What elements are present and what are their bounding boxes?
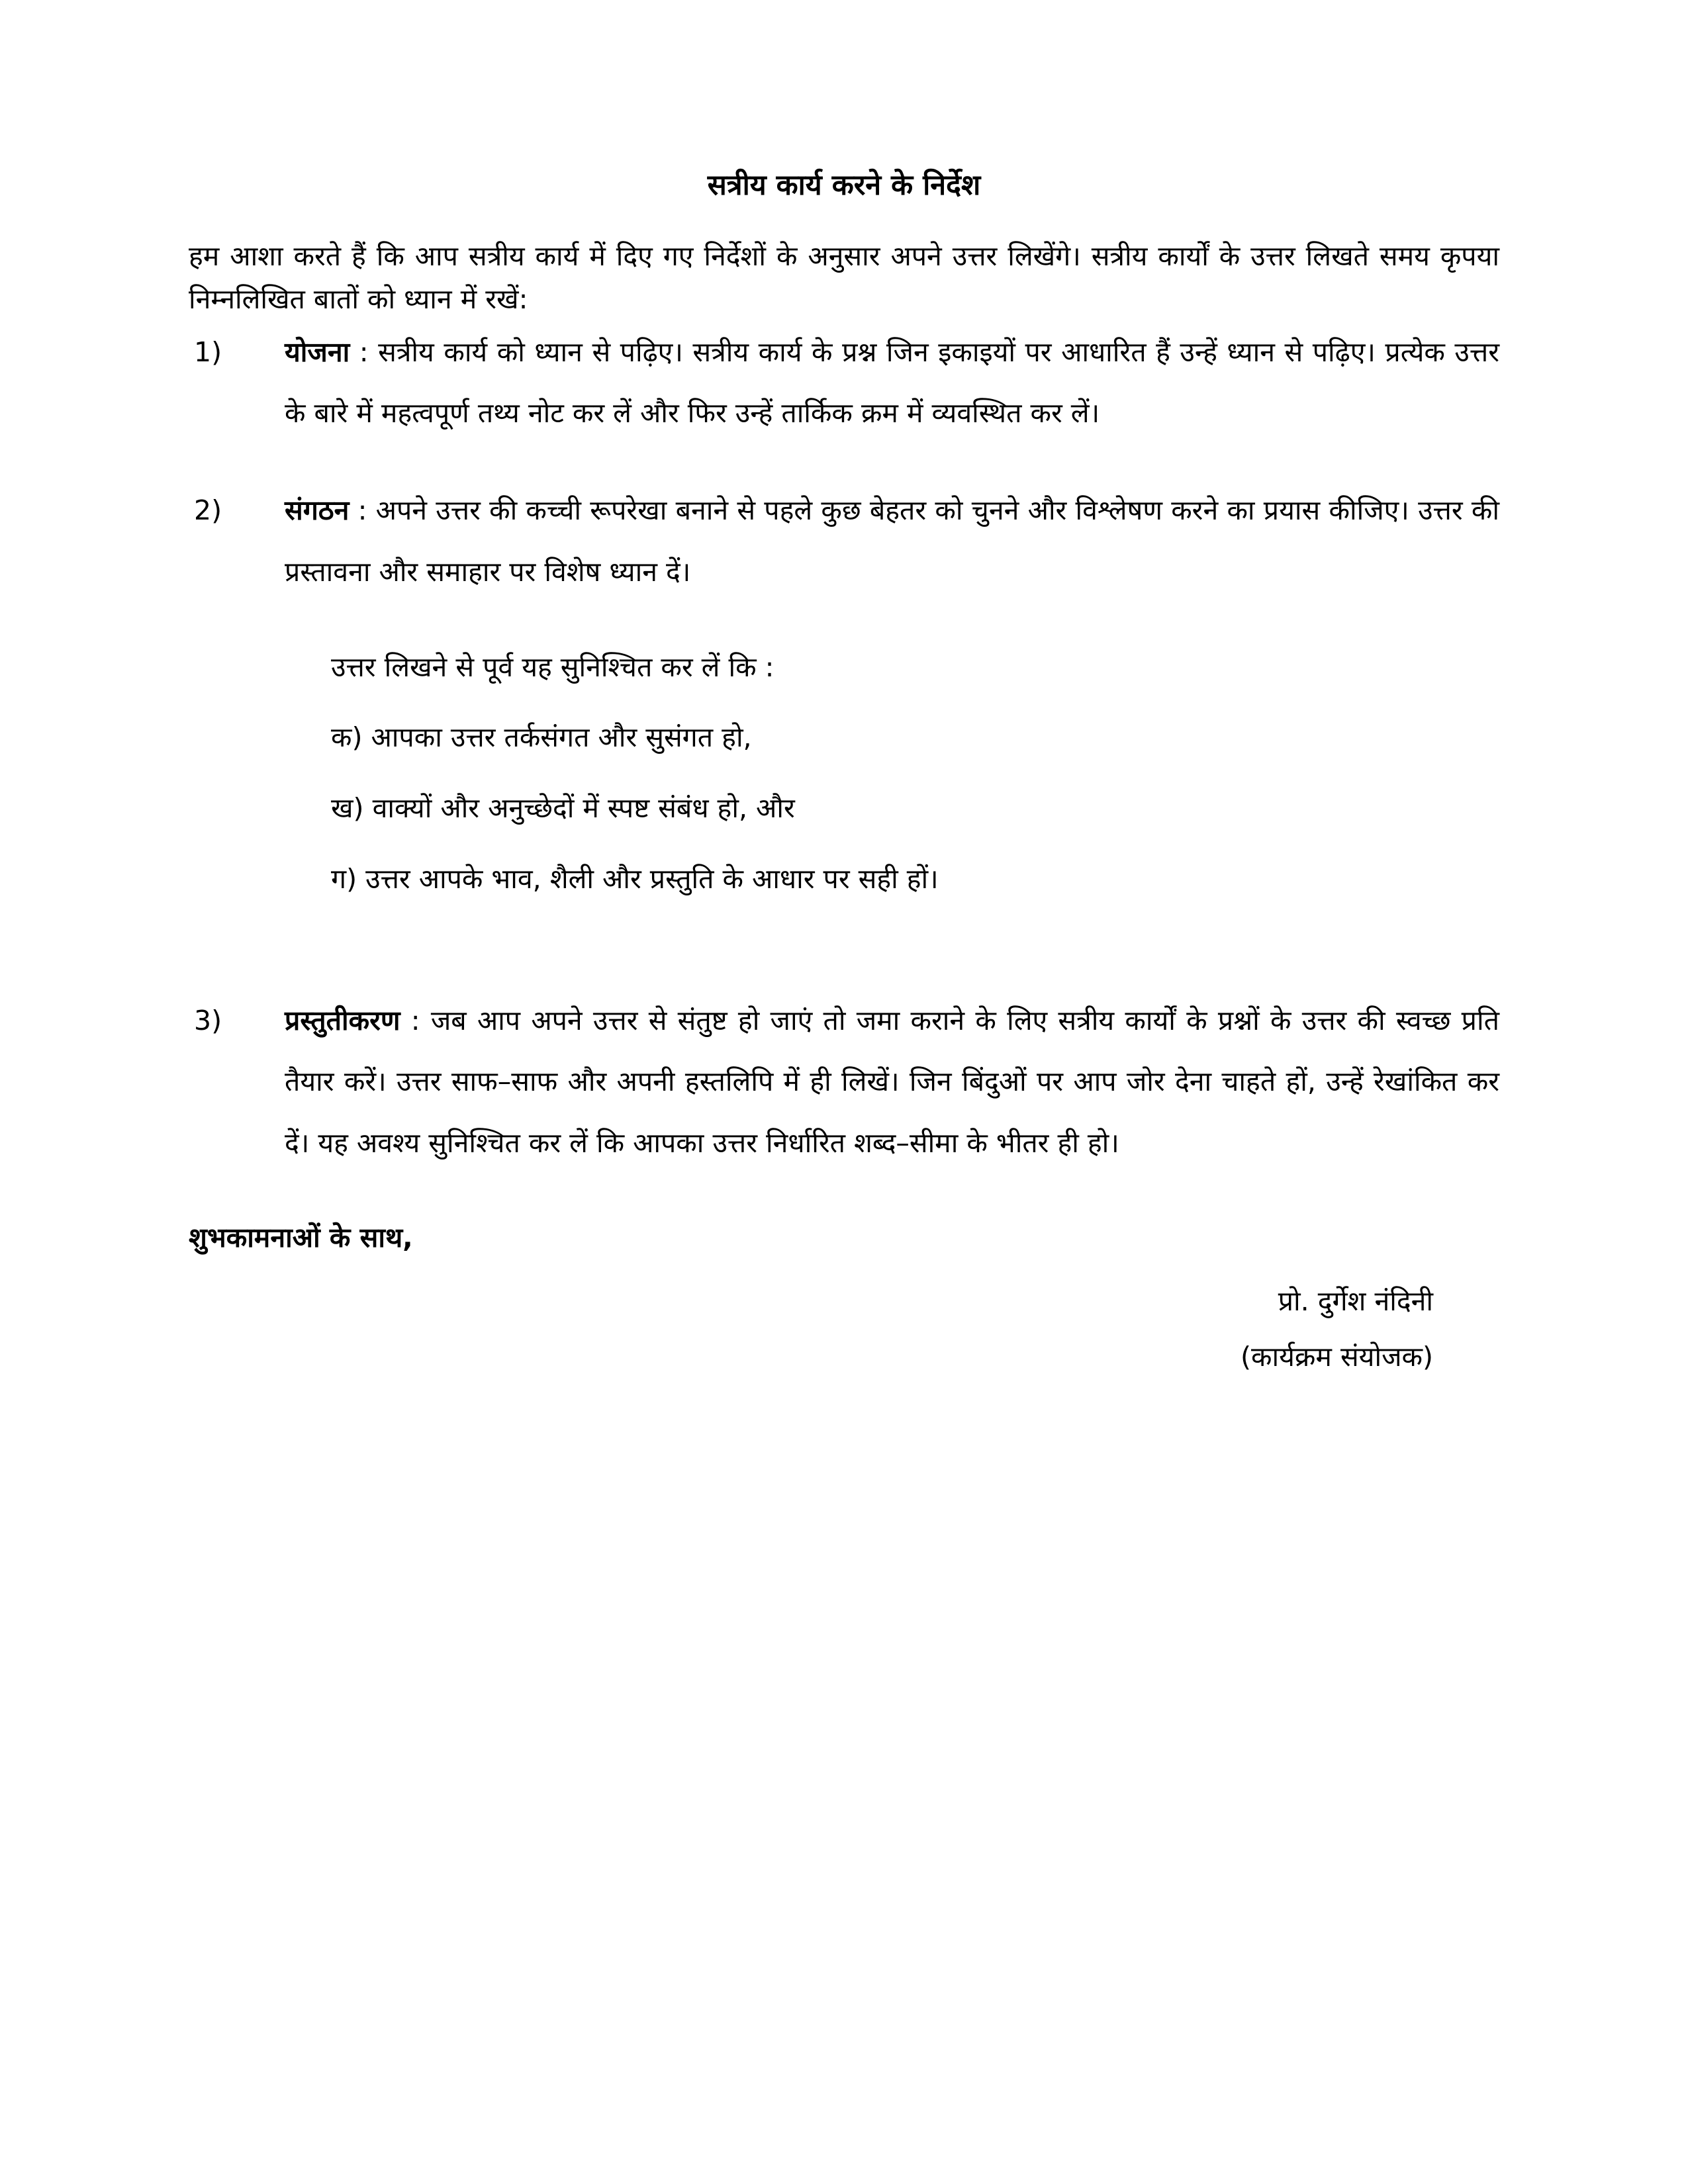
signature-name: प्रो. दुर्गेश नंदिनी: [1278, 1285, 1433, 1317]
item-1-text: [285, 322, 1499, 444]
item-2-text: [285, 480, 1499, 602]
document-title: सत्रीय कार्य करने के निर्देश: [707, 169, 981, 202]
sublist-point-ga: ग) उत्तर आपके भाव, शैली और प्रस्तुति के आधार पर सही हों।: [331, 862, 939, 895]
item-1-separator: :: [350, 336, 379, 368]
item-3-number: 3): [194, 1005, 222, 1037]
item-3-text: [285, 990, 1499, 1173]
sublist-point-ka: क) आपका उत्तर तर्कसंगत और सुसंगत हो,: [331, 721, 752, 754]
item-1-number: 1): [194, 336, 222, 368]
item-2-sublist: [331, 632, 1499, 914]
intro-paragraph: हम आशा करते हैं कि आप सत्रीय कार्य में दिए गए निर्देशों के अनुसार अपने उत्तर लिखेंगे। सत्रीय कार्यों के उत्तर लिखते समय कृपया निम्नलिखित बातों को ध्यान में रखें:: [189, 240, 1499, 316]
item-3-separator: :: [400, 1005, 431, 1037]
item-2-label: संगठन: [285, 494, 350, 527]
list-item-2: [189, 480, 1499, 914]
signature-block: [189, 1273, 1499, 1385]
item-2-separator: :: [349, 494, 376, 527]
list-item-3: [189, 990, 1499, 1173]
item-1-label: योजना: [285, 336, 350, 368]
closing-salutation: शुभकामनाओं के साथ,: [189, 1221, 413, 1253]
item-3-body-text: जब आप अपने उत्तर से संतुष्ट हो जाएं तो जमा कराने के लिए सत्रीय कार्यों के प्रश्नों के उत्तर की स्वच्छ प्रति तैयार करें। उत्तर साफ–साफ और अपनी हस्तलिपि में ही लिखें। जिन बिंदुओं पर आप जोर देना चाहते हों, उन्हें रेखांकित कर दें। यह अवश्य सुनिश्चित कर लें कि आपका उत्तर निर्धारित शब्द–सीमा के भीतर ही हो।: [285, 1005, 1499, 1159]
sublist-point-kha: ख) वाक्यों और अनुच्छेदों में स्पष्ट संबंध हो, और: [331, 792, 795, 824]
sublist-intro: उत्तर लिखने से पूर्व यह सुनिश्चित कर लें कि :: [331, 651, 774, 683]
item-2-body-text: अपने उत्तर की कच्ची रूपरेखा बनाने से पहले कुछ बेहतर को चुनने और विश्लेषण करने का प्रयास कीजिए। उत्तर की प्रस्तावना और समाहार पर विशेष ध्यान दें।: [285, 494, 1499, 588]
signature-role: (कार्यक्रम संयोजक): [1241, 1340, 1433, 1373]
list-item-1: [189, 322, 1499, 444]
item-3-label: प्रस्तुतीकरण: [285, 1005, 400, 1037]
item-1-body-text: सत्रीय कार्य को ध्यान से पढ़िए। सत्रीय कार्य के प्रश्न जिन इकाइयों पर आधारित हैं उन्हें ध्यान से पढ़िए। प्रत्येक उत्तर के बारे में महत्वपूर्ण तथ्य नोट कर लें और फिर उन्हें तार्किक क्रम में व्यवस्थित कर लें।: [285, 336, 1499, 430]
item-2-number: 2): [194, 494, 222, 527]
